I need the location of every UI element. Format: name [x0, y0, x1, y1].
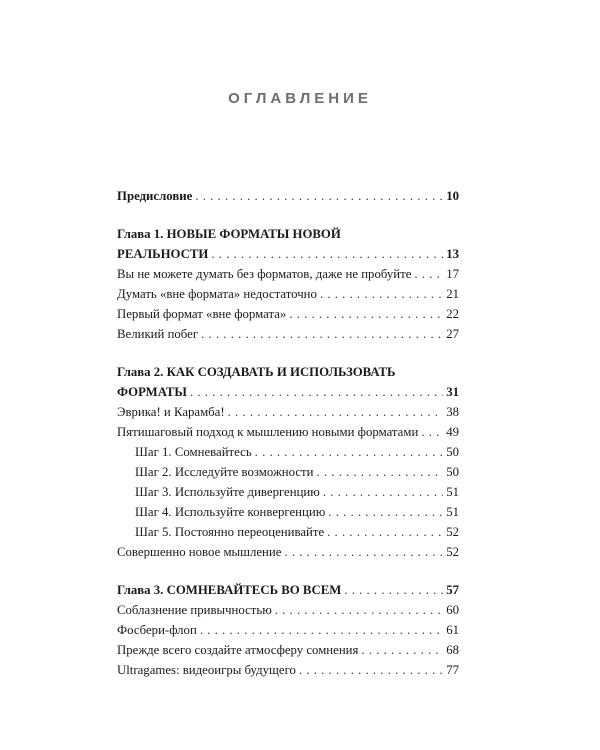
- toc-entry-page: 51: [446, 505, 459, 519]
- toc-entry-page: 68: [446, 643, 459, 657]
- toc-entry-page: 38: [446, 405, 459, 419]
- dot-leader: [190, 382, 443, 402]
- chapter-1-heading[interactable]: Глава 1. НОВЫЕ ФОРМАТЫ НОВОЙ: [117, 227, 341, 241]
- dot-leader: [317, 462, 444, 482]
- toc-entry-title: Прежде всего создайте атмосферу сомнения: [117, 643, 359, 657]
- toc-entry-page: 52: [446, 525, 459, 539]
- dot-leader: [289, 304, 443, 324]
- toc-entry-title: Предисловие: [117, 189, 193, 203]
- toc-entry-page: 13: [446, 247, 459, 261]
- toc-entry-title: ФОРМАТЫ: [117, 385, 187, 399]
- dot-leader: [414, 264, 443, 284]
- toc-entry-page: 52: [446, 545, 459, 559]
- toc-entry-page: 17: [446, 267, 459, 281]
- dot-leader: [211, 244, 443, 264]
- dot-leader: [299, 660, 443, 680]
- toc-entry[interactable]: [117, 304, 459, 324]
- chapter-2-heading-end[interactable]: [117, 382, 459, 402]
- toc-entry-title: Пятишаговый подход к мышлению новыми форматами: [117, 425, 419, 439]
- toc-subentry[interactable]: [117, 522, 459, 542]
- toc-entry-page: 21: [446, 287, 459, 301]
- chapter-2-heading[interactable]: Глава 2. КАК СОЗДАВАТЬ И ИСПОЛЬЗОВАТЬ: [117, 365, 396, 379]
- dot-leader: [320, 284, 443, 304]
- toc-entry-title: Вы не можете думать без форматов, даже не пробуйте: [117, 267, 412, 281]
- toc-entry[interactable]: [117, 600, 459, 620]
- toc-entry-page: 51: [446, 485, 459, 499]
- toc-entry-page: 31: [446, 385, 459, 399]
- dot-leader: [327, 522, 443, 542]
- toc-entry-page: 22: [446, 307, 459, 321]
- toc-entry-title: Шаг 1. Сомневайтесь: [135, 445, 252, 459]
- dot-leader: [361, 640, 443, 660]
- toc-entry[interactable]: [117, 620, 459, 640]
- dot-leader: [200, 620, 443, 640]
- toc-entry[interactable]: [117, 402, 459, 422]
- toc-entry-title: Ultragames: видеоигры будущего: [117, 663, 296, 677]
- toc-entry-page: 50: [446, 465, 459, 479]
- toc-entry-title: Глава 3. СОМНЕВАЙТЕСЬ ВО ВСЕМ: [117, 583, 342, 597]
- toc-entry[interactable]: [117, 264, 459, 284]
- toc-entry-title: Думать «вне формата» недостаточно: [117, 287, 317, 301]
- toc-entry-preface[interactable]: [117, 186, 459, 206]
- table-of-contents: [117, 186, 459, 680]
- toc-entry-title: Фосбери-флоп: [117, 623, 197, 637]
- dot-leader: [344, 580, 443, 600]
- toc-entry[interactable]: [117, 640, 459, 660]
- toc-entry-page: 60: [446, 603, 459, 617]
- dot-leader: [323, 482, 443, 502]
- toc-entry-title: Великий побег: [117, 327, 199, 341]
- toc-entry[interactable]: [117, 660, 459, 680]
- toc-entry-page: 50: [446, 445, 459, 459]
- chapter-3-heading[interactable]: [117, 580, 459, 600]
- toc-entry-page: 27: [446, 327, 459, 341]
- toc-entry[interactable]: [117, 422, 459, 442]
- toc-subentry[interactable]: [117, 502, 459, 522]
- toc-entry-page: 49: [446, 425, 459, 439]
- dot-leader: [255, 442, 444, 462]
- dot-leader: [275, 600, 443, 620]
- dot-leader: [421, 422, 443, 442]
- toc-entry-title: Эврика! и Карамба!: [117, 405, 225, 419]
- toc-entry-page: 57: [446, 583, 459, 597]
- toc-entry-title: Соблазнение привычностью: [117, 603, 272, 617]
- toc-entry-title: Совершенно новое мышление: [117, 545, 282, 559]
- toc-entry-title: Первый формат «вне формата»: [117, 307, 287, 321]
- dot-leader: [195, 186, 443, 206]
- toc-entry-title: Шаг 2. Исследуйте возможности: [135, 465, 314, 479]
- toc-subentry[interactable]: [117, 482, 459, 502]
- toc-entry[interactable]: [117, 324, 459, 344]
- toc-entry-page: 77: [446, 663, 459, 677]
- page-title: ОГЛАВЛЕНИЕ: [228, 90, 372, 107]
- dot-leader: [201, 324, 443, 344]
- toc-entry[interactable]: [117, 542, 459, 562]
- toc-subentry[interactable]: [117, 442, 459, 462]
- dot-leader: [284, 542, 443, 562]
- dot-leader: [228, 402, 444, 422]
- dot-leader: [328, 502, 443, 522]
- toc-entry-page: 10: [446, 189, 459, 203]
- toc-subentry[interactable]: [117, 462, 459, 482]
- toc-entry-title: РЕАЛЬНОСТИ: [117, 247, 209, 261]
- toc-entry-page: 61: [446, 623, 459, 637]
- chapter-1-heading-end[interactable]: [117, 244, 459, 264]
- toc-entry[interactable]: [117, 284, 459, 304]
- toc-entry-title: Шаг 4. Используйте конвергенцию: [135, 505, 326, 519]
- toc-entry-title: Шаг 5. Постоянно переоценивайте: [135, 525, 325, 539]
- toc-entry-title: Шаг 3. Используйте дивергенцию: [135, 485, 320, 499]
